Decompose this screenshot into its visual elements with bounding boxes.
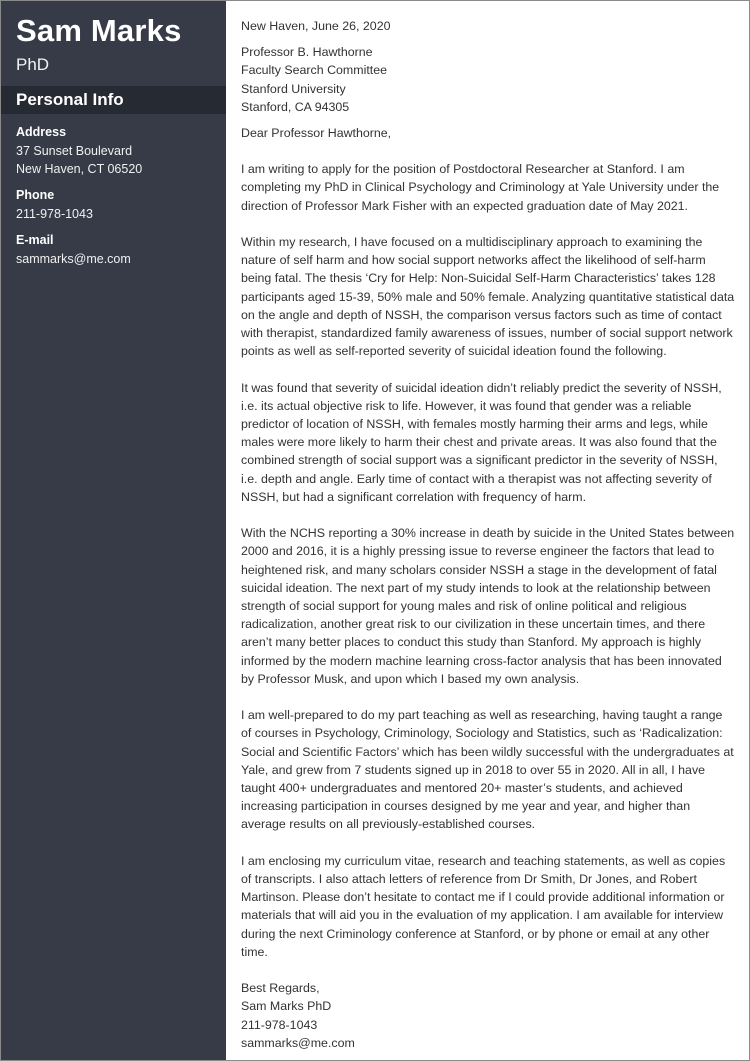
address-label: Address — [16, 125, 67, 139]
recipient-address — [241, 43, 735, 116]
letter-body — [226, 1, 749, 1060]
recipient-line: Stanford, CA 94305 — [241, 99, 350, 114]
recipient-line: Professor B. Hawthorne — [241, 45, 373, 60]
letter-date: New Haven, June 26, 2020 — [241, 19, 391, 33]
address-line-1: 37 Sunset Boulevard — [16, 144, 133, 158]
personal-info-heading: Personal Info — [1, 86, 226, 114]
phone-label: Phone — [16, 188, 55, 202]
address-group — [16, 124, 226, 178]
paragraph-teaching: I am well-prepared to do my part teaching as well as researching, having taught a range of courses in Psychology, Criminology, Sociology and Statistics, such as ‘Radicalization: Social and Scientific Factors’ which has been wildly successful with the undergraduates at Yale, and grew from 7 students signed up in 2018 to over 55 in 2020. All in all, I have taught 400+ undergraduates and mentored 20+ master’s students, and achieved increasing participation in courses designed by me year and year, and higher than average results on all previously-established courses. — [241, 708, 734, 832]
recipient-line: Stanford University — [241, 81, 346, 96]
address-line-2: New Haven, CT 06520 — [16, 162, 143, 176]
email-label: E-mail — [16, 233, 54, 247]
salutation: Dear Professor Hawthorne, — [241, 126, 392, 141]
sidebar — [1, 1, 226, 1060]
closing: Best Regards, — [241, 981, 320, 996]
paragraph-next-study: With the NCHS reporting a 30% increase in death by suicide in the United States between 2000 and 2016, it is a highly pressing issue to reverse engineer the factors that lead to heightened risk, and many scholars consider NSSH a stage in the development of fatal suicidal ideation. The next part of my study intends to look at the relationship between strength of social support for young males and risk of online political and religious radicalization, another great risk to our civilization in these uncertain times, and there aren’t many better places to conduct this study than Stanford. My approach is highly informed by the modern machine learning cross-factor analysis that has been innovated by Professor Musk, and upon which I based my own analysis. — [241, 526, 735, 686]
email-group — [16, 232, 226, 268]
signature-name: Sam Marks PhD — [241, 999, 332, 1014]
paragraph-intro: I am writing to apply for the position of Postdoctoral Researcher at Stanford. I am completing my PhD in Clinical Psychology and Criminology at Yale University under the direction of Professor Mark Fisher with an expected graduation date of May 2021. — [241, 162, 720, 213]
paragraph-enclosures: I am enclosing my curriculum vitae, research and teaching statements, as well as copies of transcripts. I also attach letters of reference from Dr Smith, Dr Jones, and Robert Martinson. Please don’t hesitate to contact me if I could provide additional information or materials that will aid you in the evaluation of my application. I am available for interview during the next Criminology conference at Stanford, or by phone or email at any other time. — [241, 853, 726, 959]
contact-info — [1, 114, 226, 268]
email-value: sammarks@me.com — [16, 252, 131, 266]
phone-group — [16, 187, 226, 223]
paragraph-findings: It was found that severity of suicidal ideation didn’t reliably predict the severity of NSSH, i.e. its actual objective risk to life. However, it was found that gender was a reliable predictor of location of NSSH, with females mostly harming their arms and legs, while males were more likely to harm their chest and private areas. It was also found that the combined strength of social support was a significant predictor in the severity of NSSH, i.e. depth and angle. Early time of contact with a therapist was not affecting severity of NSSH, but had a significant correlation with frequency of harm. — [241, 380, 722, 504]
phone-value: 211-978-1043 — [16, 207, 93, 221]
signoff — [241, 979, 735, 1052]
recipient-line: Faculty Search Committee — [241, 63, 387, 78]
paragraph-research: Within my research, I have focused on a multidisciplinary approach to examining the nature of self harm and how social support networks affect the likelihood of self-harm being fatal. The thesis ‘Cry for Help: Non-Suicidal Self-Harm Characteristics’ takes 128 participants aged 15-39, 50% male and 50% female. Analyzing quantitative statistical data on the angle and depth of NSSH, the comparison versus factors such as time of contact with therapist, standardized family awareness of issues, number of social support network points as well as self-reported severity of suicidal ideation found the following. — [241, 235, 735, 359]
applicant-name: Sam Marks — [16, 13, 182, 48]
signature-phone: 211-978-1043 — [241, 1017, 318, 1032]
signature-email: sammarks@me.com — [241, 1035, 355, 1050]
applicant-title: PhD — [16, 55, 50, 74]
